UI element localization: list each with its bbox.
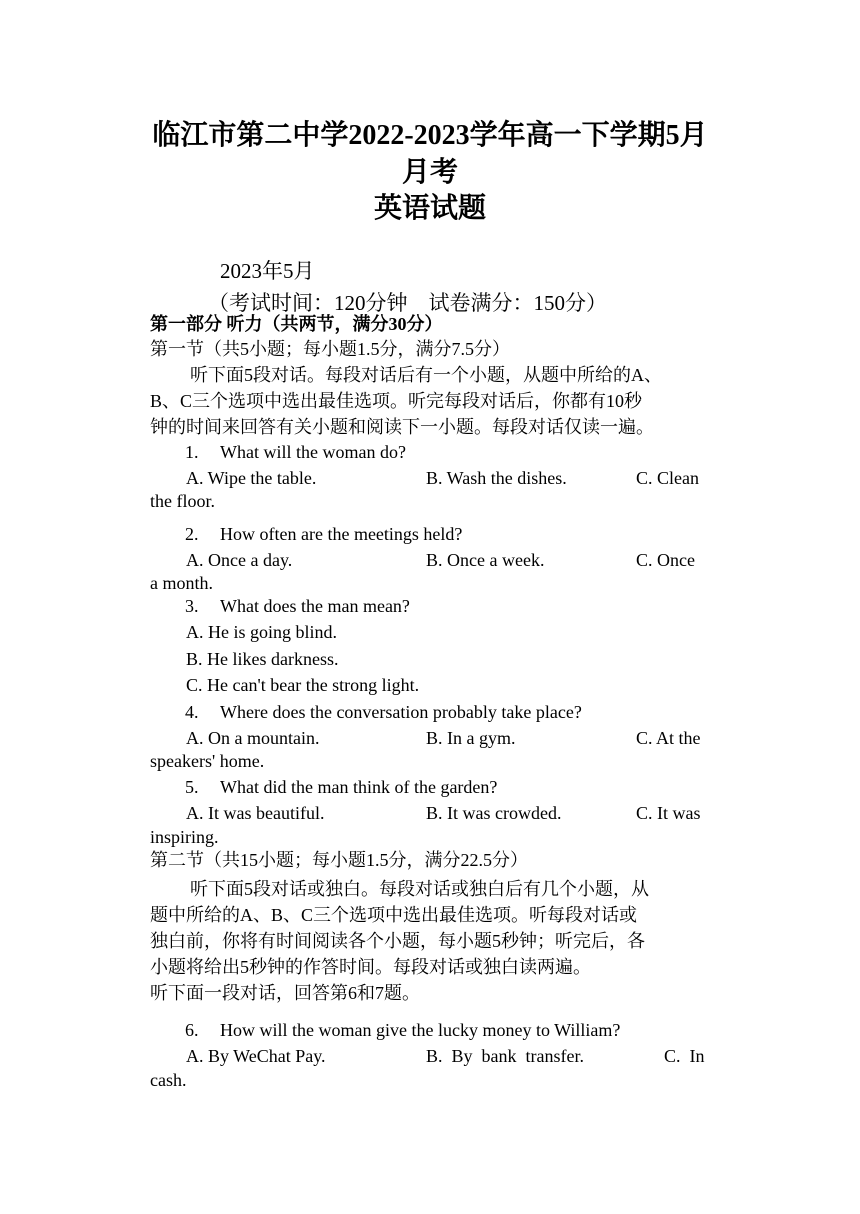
question-text: What did the man think of the garden? [220,777,498,797]
question-number: 5. [185,777,199,797]
option-b: B. It was crowded. [426,803,562,823]
section2-instruction-4: 小题将给出5秒钟的作答时间。每段对话或独白读两遍。 [150,957,591,977]
section1-heading: 第一节（共5小题；每小题1.5分，满分7.5分） [150,339,510,359]
option-a: A. He is going blind. [186,622,337,642]
question-text: What will the woman do? [220,442,406,462]
option-a: A. On a mountain. [186,728,320,748]
option-c-continued: a month. [150,573,213,593]
section2-heading: 第二节（共15小题；每小题1.5分，满分22.5分） [150,850,528,870]
section2-instruction-2: 题中所给的A、B、C三个选项中选出最佳选项。听每段对话或 [150,905,638,925]
part1-heading: 第一部分 听力（共两节，满分30分） [150,314,443,334]
option-b: B. Once a week. [426,550,545,570]
exam-info: （考试时间：120分钟 试卷满分：150分） [208,291,607,315]
option-b: B. By bank transfer. [426,1046,584,1066]
section1-instruction-3: 钟的时间来回答有关小题和阅读下一小题。每段对话仅读一遍。 [150,417,654,437]
option-c: C. In [664,1046,705,1066]
question-number: 2. [185,524,199,544]
option-c-continued: cash. [150,1070,187,1090]
question-number: 1. [185,442,199,462]
option-b: B. He likes darkness. [186,649,339,669]
section2-prompt: 听下面一段对话，回答第6和7题。 [150,983,420,1003]
option-c: C. Once [636,550,695,570]
question-text: Where does the conversation probably take place? [220,702,582,722]
option-b: B. In a gym. [426,728,516,748]
option-b: B. Wash the dishes. [426,468,567,488]
option-c-continued: the floor. [150,491,215,511]
option-c: C. At the [636,728,701,748]
question-number: 6. [185,1020,199,1040]
option-c: C. It was [636,803,701,823]
section2-instruction-1: 听下面5段对话或独白。每段对话或独白后有几个小题，从 [190,879,649,899]
question-number: 3. [185,596,199,616]
section1-instruction-2: B、C三个选项中选出最佳选项。听完每段对话后，你都有10秒 [150,391,643,411]
question-number: 4. [185,702,199,722]
title-line-1: 临江市第二中学2022-2023学年高一下学期5月 [152,120,708,151]
title-line-3: 英语试题 [373,193,486,224]
question-text: How will the woman give the lucky money to William? [220,1020,621,1040]
option-a: A. Once a day. [186,550,293,570]
option-a: A. It was beautiful. [186,803,325,823]
option-a: A. Wipe the table. [186,468,317,488]
option-c-continued: speakers' home. [150,751,265,771]
question-text: What does the man mean? [220,596,410,616]
title-line-2: 月考 [401,157,458,188]
option-c-continued: inspiring. [150,827,219,847]
section2-instruction-3: 独白前，你将有时间阅读各个小题，每小题5秒钟；听完后，各 [150,931,645,951]
section1-instruction-1: 听下面5段对话。每段对话后有一个小题，从题中所给的A、 [190,365,662,385]
option-c: C. Clean [636,468,699,488]
exam-date: 2023年5月 [220,259,315,283]
option-c: C. He can't bear the strong light. [186,675,420,695]
option-a: A. By WeChat Pay. [186,1046,326,1066]
question-text: How often are the meetings held? [220,524,463,544]
